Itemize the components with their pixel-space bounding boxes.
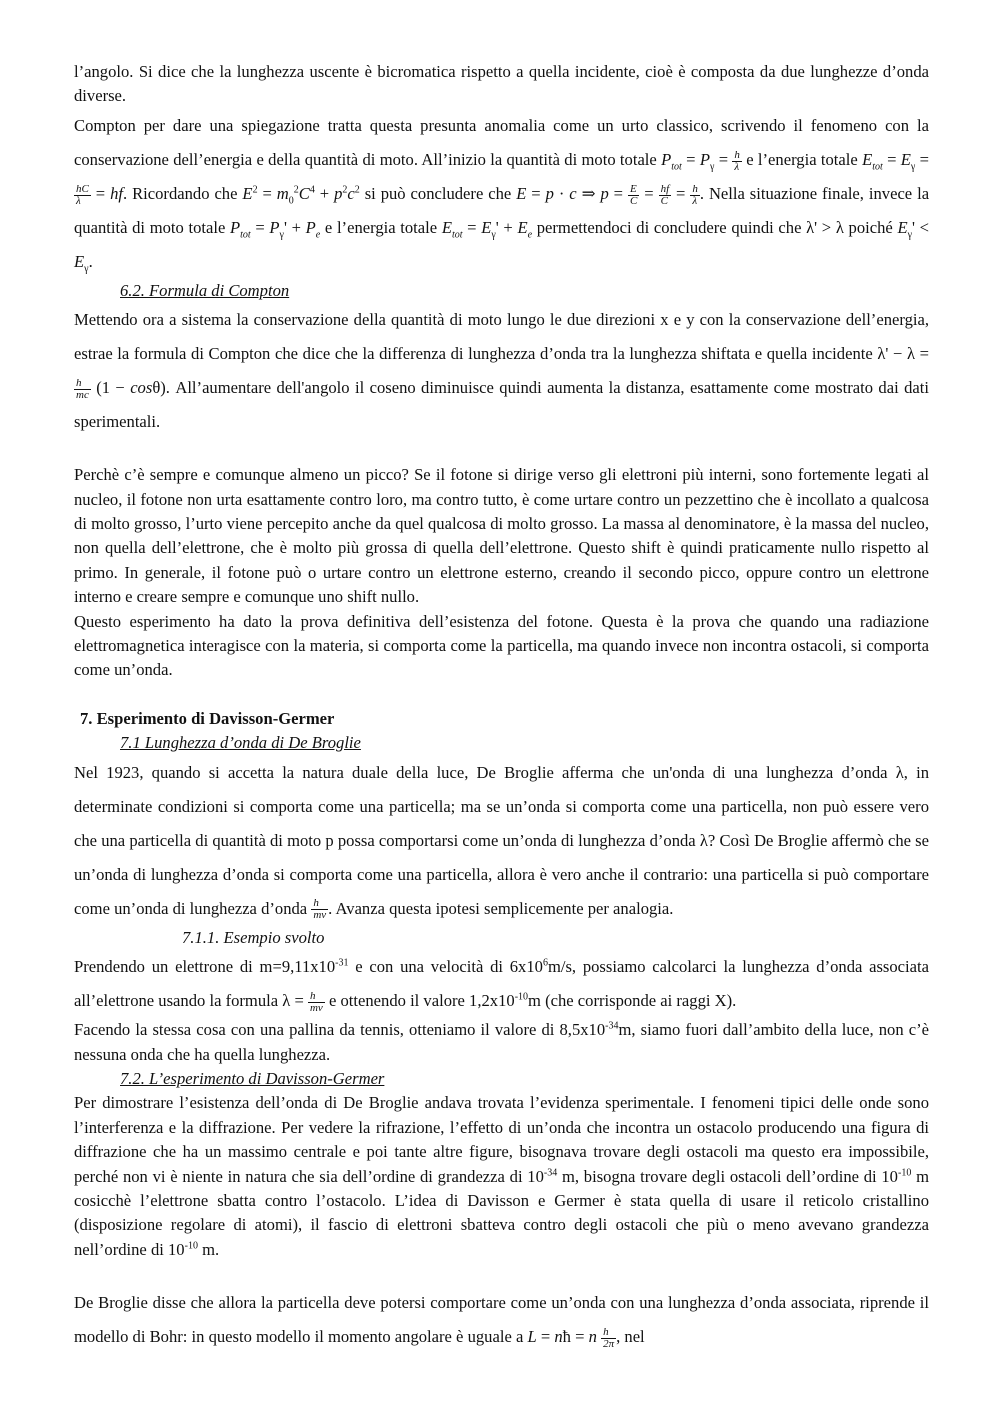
paragraph-photon-proof: Questo esperimento ha dato la prova definitiva dell’esistenza del fotone. Questa è la prova che quando una radiazione elettromagnetica interagisce con la materia, si comporta come la particella, ma quando invece non incontra ostacoli, si comporta come un’onda. xyxy=(74,611,929,680)
section-heading-7-2: 7.2. L’esperimento di Davisson-Germer xyxy=(120,1068,385,1088)
section-heading-7-1: 7.1 Lunghezza d’onda di De Broglie xyxy=(120,733,361,753)
formula-p-tot-final: $P_{tot} = P_\gamma' + P_e$ xyxy=(230,217,321,241)
paragraph-electron-example: Prendendo un elettrone di $m=9,11x10^{-31}$ e con una velocità di $6x10^6m/s$, possiamo calcolarci la lunghezza d’onda associata all’elettrone usando la formula λ = $\frac{h}{mv}$ e ottenendo il valore $1,2x10^{-10}m$ (che corrisponde ai raggi X). xyxy=(74,957,930,1014)
paragraph-bohr-model: De Broglie disse che allora la particella deve potersi comportare come un’onda con una lunghezza d’onda associata, riprende il modello di Bohr: in questo modello il momento angolare è uguale a L = nħ = n $\frac{h}{2\pi}$ , nel xyxy=(74,1293,929,1350)
formula-p-tot: $P_{tot} = P_\gamma$ = $\frac{h}{\lambda}$ xyxy=(661,148,740,173)
formula-h-over-mv: $\frac{h}{mv}$ xyxy=(313,897,327,922)
formula-angular-momentum: L = nħ = n $\frac{h}{2\pi}$ xyxy=(527,1325,615,1350)
paragraph-de-broglie: Nel 1923, quando si accetta la natura duale della luce, De Broglie afferma che un'onda di una lunghezza d’onda λ, in determinate condizioni si comporta come una particella; ma se un’onda si comporta come una particella, non può essere vero che una particella di quantità di moto p possa comportarsi come un’onda di lunghezza d’onda λ? Così De Broglie affermò che se un’onda di lunghezza d’onda si comporta come una particella, allora è vero anche il contrario: una particella si può comportare come un’onda di lunghezza d’onda $\frac{h}{mv}$ . Avanza questa ipotesi semplicemente per analogia. xyxy=(74,762,929,922)
paragraph-gap xyxy=(74,683,929,707)
paragraph-gap xyxy=(74,439,929,463)
paragraph-tennis-ball: Facendo la stessa cosa con una pallina da tennis, otteniamo il valore di $8,5x10^{-34}m$, siamo fuori dall’ambito della luce, non c’è nessuna onda che ha quella lunghezza. xyxy=(74,1020,929,1064)
paragraph-bichromatic: l’angolo. Si dice che la lunghezza uscente è bicromatica rispetto a quella incidente, cioè è composta da due lunghezze d’onda diverse. xyxy=(74,62,929,106)
formula-e-gamma-compare: $E_\gamma' < E_\gamma$. xyxy=(74,217,930,275)
formula-energy-momentum: $E^2 = m_0^2C^4 + p^2c^2$ xyxy=(242,183,360,207)
formula-p-equals: E = p · c ⇒ p = $\frac{E}{C}$ = $\frac{hf}{C}$ = $\frac{h}{\lambda}$ xyxy=(516,182,698,207)
formula-e-tot: $E_{tot} = E_\gamma$ = $\frac{hC}{\lambda}$ = hf. xyxy=(76,149,930,207)
paragraph-gap xyxy=(74,1262,929,1286)
formula-e-tot-final: $E_{tot} = E_\gamma' + E_e$ xyxy=(441,217,533,241)
paragraph-davisson-germer: Per dimostrare l’esistenza dell’onda di De Broglie andava trovata l’evidenza sperimentale. I fenomeni tipici delle onde sono l’interferenza e la diffrazione. Per vedere la rifrazione, l’effetto di un’onda che incontra un ostacolo producendo una figura di diffrazione che ha un massimo centrale e poi tante altre figure, bisognava trovare degli ostacoli ma questo era impossibile, perché non vi è niente in natura che sia dell’ordine di grandezza di $10^{-34}$ m, bisogna trovare degli ostacoli dell’ordine di $10^{-10}$ m cosicchè l’elettrone sbatta contro l’ostacolo. L’idea di Davisson e Germer è stata quella di usare il reticolo cristallino (disposizione regolare di atomi), il fascio di elettroni sbatteva contro degli ostacoli che più o meno avevano grandezza nell’ordine di $10^{-10}$ m. xyxy=(74,1093,929,1259)
paragraph-compton-formula: Mettendo ora a sistema la conservazione della quantità di moto lungo le due direzioni x e y con la conservazione dell’energia, estrae la formula di Compton che dice che la differenza di lunghezza d’onda tra la lunghezza shiftata e quella incidente λ' − λ = $\frac{h}{mc}$ (1 − cosθ). All’aumentare dell'angolo il coseno diminuisce quindi aumenta la distanza, esattamente come mostrato dai dati sperimentali. xyxy=(74,310,929,432)
formula-compton: λ' − λ = $\frac{h}{mc}$ (1 − cosθ) xyxy=(76,344,929,401)
document-page xyxy=(74,60,929,1354)
section-heading-7: 7. Esperimento di Davisson-Germer xyxy=(80,708,335,728)
paragraph-peak-question: Perchè c’è sempre e comunque almeno un picco? Se il fotone si dirige verso gli elettroni più interni, sono fortemente legati al nucleo, il fotone non urta esattamente contro loro, ma contro tutto, è come urtare contro un pezzettino che è incollato a qualcosa di molto grosso, l’urto viene percepito anche da quel qualcosa di molto grosso. La massa al denominatore, è la massa del nucleo, non quella dell’elettrone, che è molto più grossa di quella dell’elettrone. Questo shift è quindi praticamente nullo rispetto al primo. In generale, il fotone può o urtare contro un elettrone esterno, creando il secondo picco, oppure contro un elettrone interno e creare sempre e comunque uno shift nullo. xyxy=(74,465,929,607)
paragraph-compton-conservation: Compton per dare una spiegazione tratta questa presunta anomalia come un urto classico, scrivendo il fenomeno con la conservazione dell’energia e della quantità di moto. All’inizio la quantità di moto totale $P_{tot} = P_\gamma$ = $\frac{h}{\lambda}$ e l’energia totale $E_{tot} = E_\gamma$ = $\frac{hC}{\lambda}$ = hf. Ricordando che $E^2 = m_0^2C^4 + p^2c^2$ si può concludere che E = p · c ⇒ p = $\frac{E}{C}$ = $\frac{hf}{C}$ = $\frac{h}{\lambda}$ . Nella situazione finale, invece la quantità di moto totale $P_{tot} = P_\gamma' + P_e$ e l’energia totale $E_{tot} = E_\gamma' + E_e$ permettendoci di concludere quindi che λ' > λ poiché $E_\gamma' < E_\gamma$. xyxy=(74,115,930,275)
formula-lambda-h-mv: λ = $\frac{h}{mv}$ xyxy=(282,989,323,1014)
section-heading-7-1-1: 7.1.1. Esempio svolto xyxy=(182,927,325,947)
section-heading-6-2: 6.2. Formula di Compton xyxy=(120,280,290,300)
